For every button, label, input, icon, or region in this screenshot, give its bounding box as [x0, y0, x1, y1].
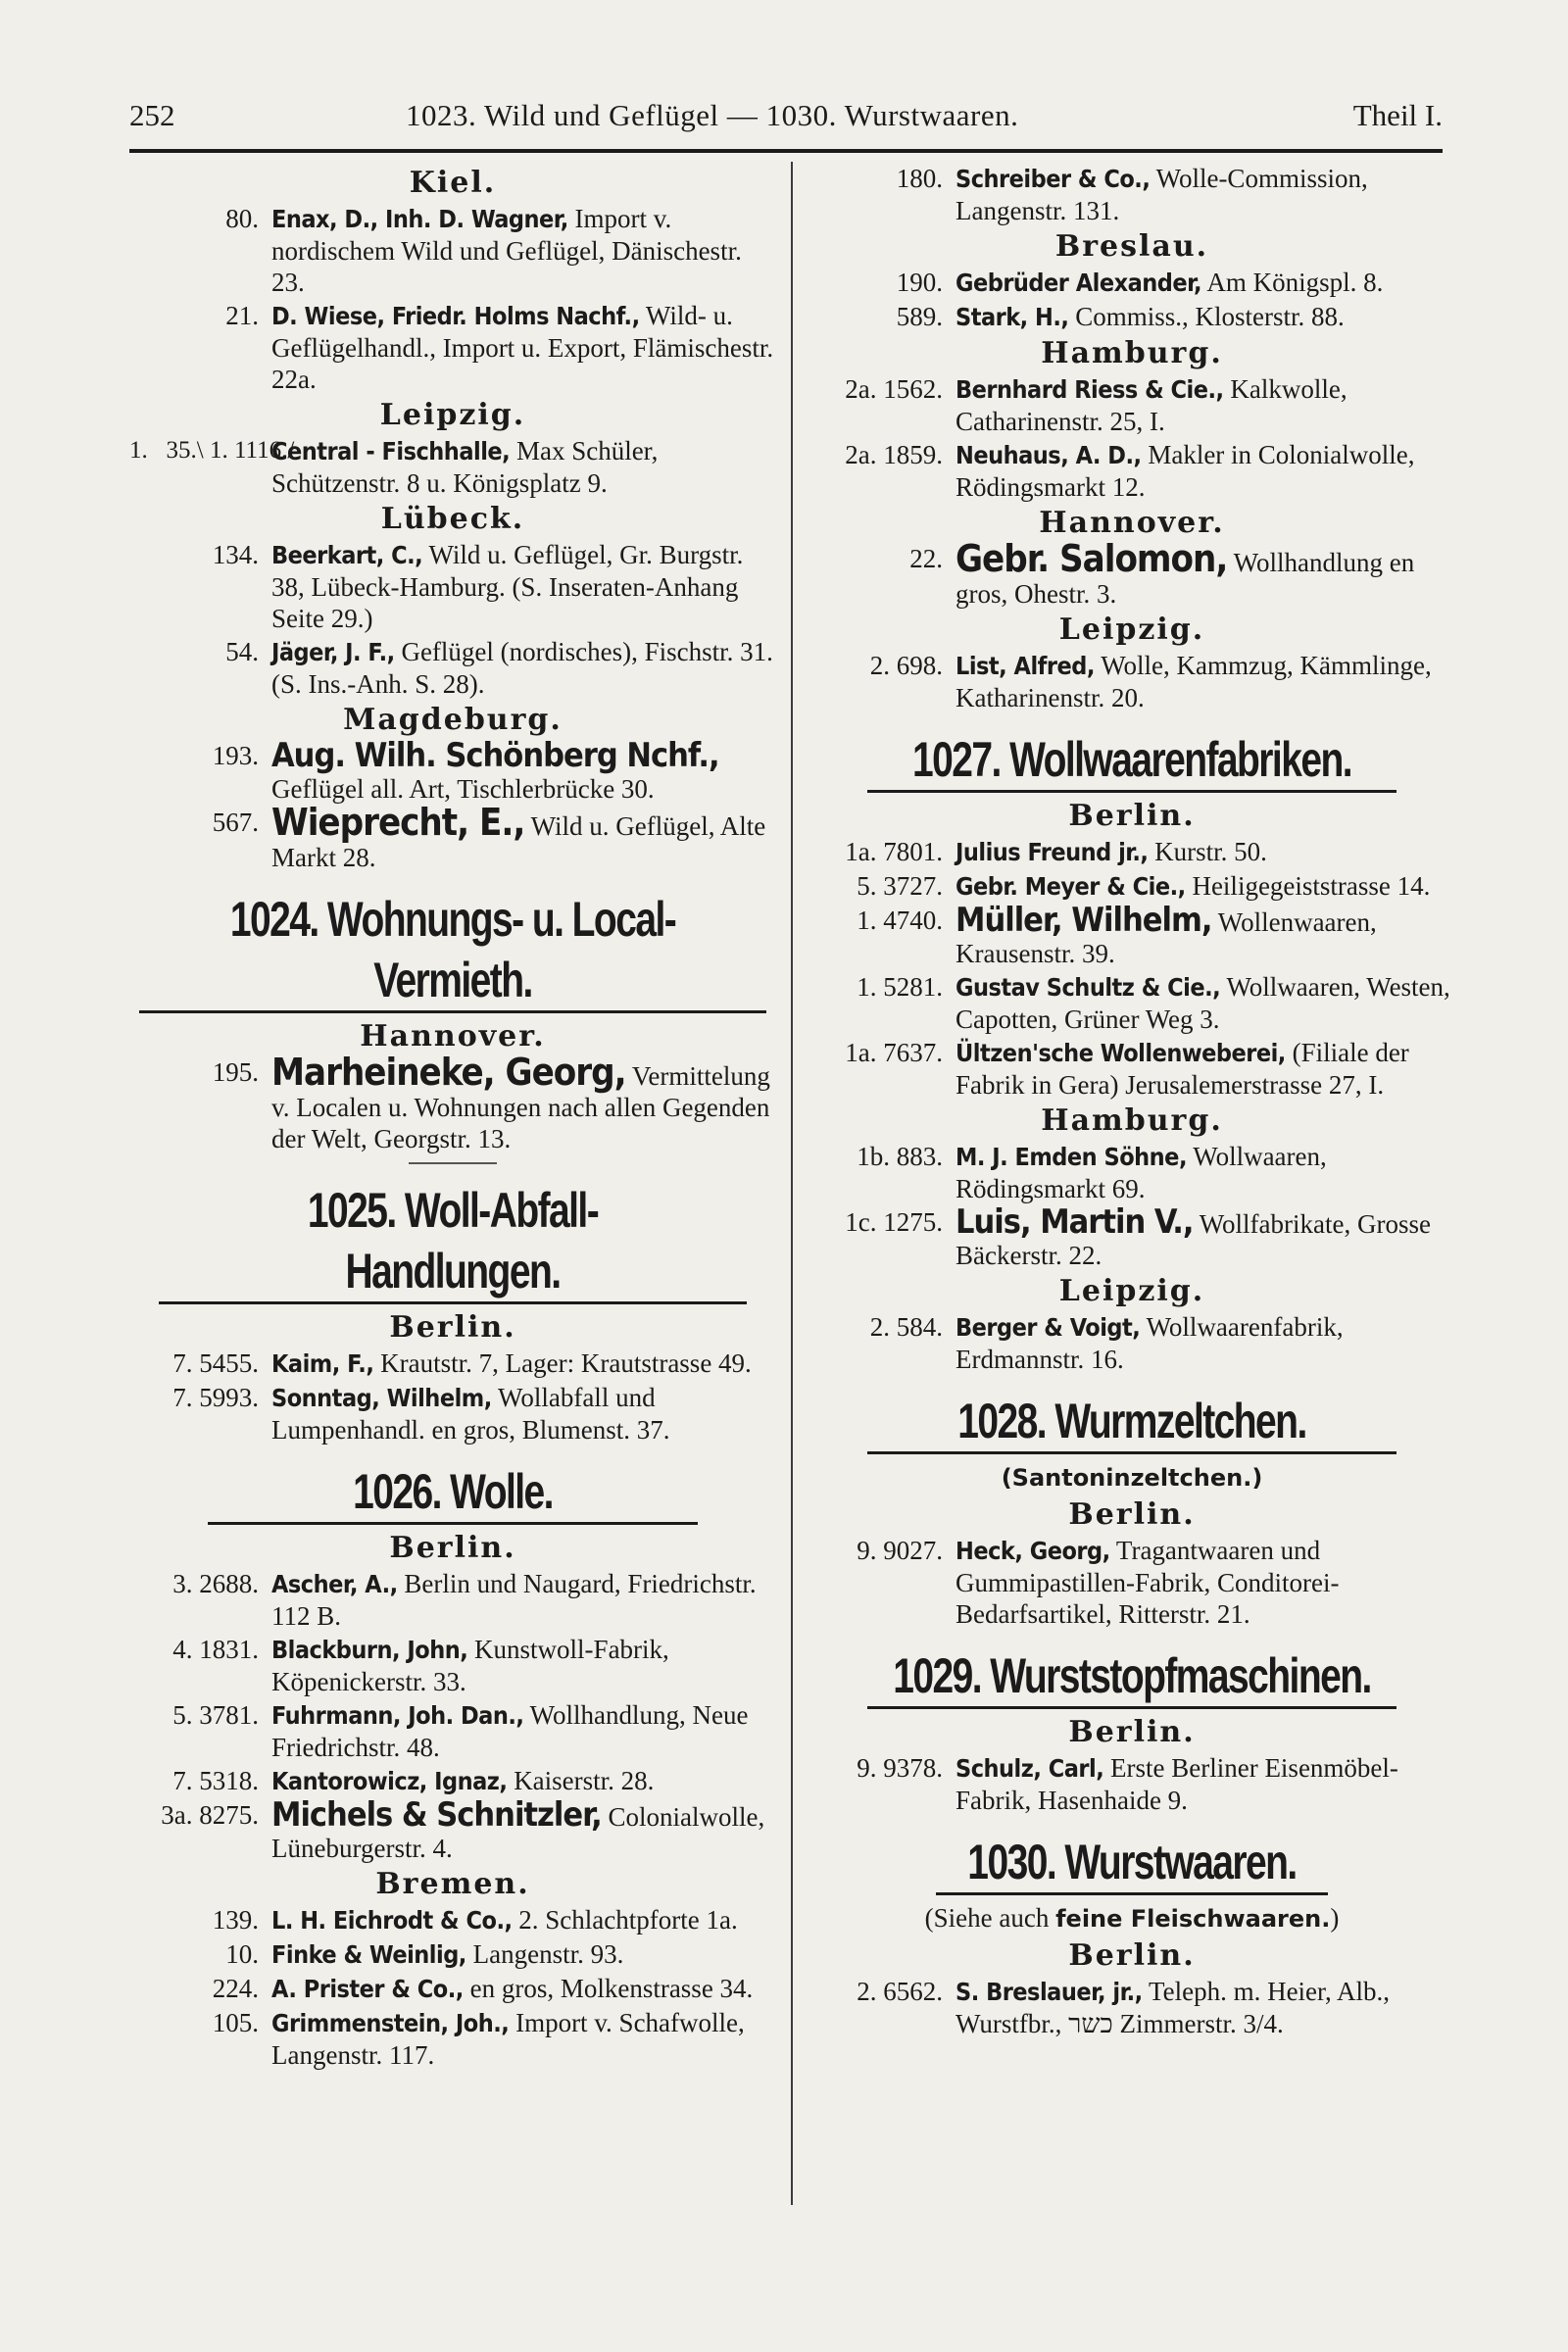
- city-heading: Bremen.: [375, 1867, 530, 1901]
- entry-desc: Import v. Schafwolle, Langenstr. 117.: [271, 2008, 745, 2070]
- list-item: [129, 1973, 776, 2005]
- entry-number: 139.: [212, 1905, 259, 1935]
- entry-name: Schreiber & Co.,: [956, 165, 1151, 193]
- list-item: [129, 1765, 776, 1797]
- entry-name: Michels & Schnitzler,: [271, 1795, 602, 1835]
- entry-desc: Wolle-Commission, Langenstr. 131.: [956, 164, 1368, 225]
- entry-desc: (Filiale der Fabrik in Gera) Jerusalemerstrasse 27, I.: [956, 1038, 1409, 1100]
- entry-desc: Berlin und Naugard, Friedrichstr. 112 B.: [271, 1569, 757, 1631]
- entry-desc: Kaiserstr. 28.: [507, 1766, 655, 1795]
- section-heading-1024: 1024. Wohnungs- u. Local-Vermieth.: [229, 892, 676, 1007]
- section-rule: [208, 1522, 698, 1525]
- entry-name: List, Alfred,: [956, 652, 1095, 680]
- entry-number: 1a. 7637.: [845, 1038, 943, 1067]
- entry-number: 2a. 1562.: [845, 374, 943, 404]
- entry-number: 589.: [896, 302, 943, 331]
- list-item: [129, 1938, 776, 1971]
- section-heading-1028: 1028. Wurmzeltchen.: [957, 1394, 1306, 1448]
- entry-name: Beerkart, C.,: [271, 541, 423, 569]
- entry-name: Kaim, F.,: [271, 1349, 374, 1378]
- city-heading: Magdeburg.: [343, 703, 563, 737]
- header-rule: [129, 149, 1443, 153]
- entry-desc: Import v. nordischem Wild und Geflügel, Dänischestr. 23.: [271, 204, 742, 297]
- entry-number: 2. 6562.: [857, 1977, 943, 2006]
- city-heading: Kiel.: [409, 166, 497, 200]
- entry-name: Gebr. Salomon,: [956, 537, 1228, 580]
- entry-desc: Wollabfall und Lumpenhandl. en gros, Blumenst. 37.: [271, 1383, 670, 1445]
- entry-desc: Wollhandlung, Neue Friedrichstr. 48.: [271, 1700, 749, 1762]
- entry-name: Schulz, Carl,: [956, 1754, 1104, 1783]
- list-item: [129, 539, 776, 634]
- entry-desc: Wollenwaaren, Krausenstr. 39.: [956, 907, 1377, 968]
- entry-number: 1. 35.\ 1. 1116./: [129, 437, 295, 464]
- city-heading: Leipzig.: [1058, 612, 1205, 647]
- list-item: [129, 1568, 776, 1632]
- entry-desc: Wolle, Kammzug, Kämmlinge, Katharinenstr. 20.: [956, 651, 1432, 712]
- column-divider: [791, 162, 793, 2205]
- entry-name: S. Breslauer, jr.,: [956, 1978, 1143, 2006]
- section-heading-1029: 1029. Wurststopfmaschinen.: [893, 1648, 1371, 1703]
- list-item: [129, 2007, 776, 2071]
- entry-name: Neuhaus, A. D.,: [956, 441, 1142, 469]
- city-heading: Hannover.: [360, 1019, 546, 1054]
- entry-number: 21.: [225, 301, 259, 330]
- entry-name: Müller, Wilhelm,: [956, 901, 1212, 940]
- entry-number: 190.: [896, 268, 943, 297]
- city-heading: Breslau.: [1054, 229, 1209, 264]
- entry-number: 22.: [909, 544, 943, 573]
- entry-number: 1c. 1275.: [845, 1207, 943, 1237]
- list-item: [813, 650, 1450, 713]
- page-header: [129, 98, 1443, 141]
- entry-desc: Wollwaarenfabrik, Erdmannstr. 16.: [956, 1312, 1344, 1374]
- list-item: [129, 636, 776, 700]
- entry-desc: Wollwaaren, Westen, Capotten, Grüner Weg 3.: [956, 972, 1450, 1034]
- running-title: 1023. Wild und Geflügel — 1030. Wurstwaaren.: [406, 98, 1019, 132]
- entry-desc: Kunstwoll-Fabrik, Köpenickerstr. 33.: [271, 1635, 669, 1696]
- entry-name: Enax, D., Inh. D. Wagner,: [271, 205, 568, 233]
- entry-name: Ascher, A.,: [271, 1570, 398, 1598]
- entry-desc: 2. Schlachtpforte 1a.: [512, 1905, 738, 1935]
- entry-name: Bernhard Riess & Cie.,: [956, 375, 1224, 404]
- section-rule: [867, 1706, 1396, 1709]
- entry-name: A. Prister & Co.,: [271, 1975, 464, 2003]
- entry-name: Marheineke, Georg,: [271, 1051, 626, 1094]
- city-heading: Berlin.: [1068, 1497, 1196, 1532]
- entry-number: 193.: [212, 741, 259, 770]
- entry-number: 5. 3727.: [857, 871, 943, 901]
- entry-number: 224.: [212, 1974, 259, 2003]
- entry-name: Gustav Schultz & Cie.,: [956, 973, 1221, 1002]
- entry-number: 7. 5318.: [172, 1766, 259, 1795]
- section-heading-1026: 1026. Wolle.: [353, 1464, 553, 1519]
- entry-name: Gebr. Meyer & Cie.,: [956, 872, 1186, 901]
- list-item: [129, 1634, 776, 1697]
- right-column: [813, 163, 1450, 2041]
- entry-desc: Kurstr. 50.: [1148, 837, 1267, 866]
- entry-number: 2. 698.: [869, 651, 943, 680]
- subtitle-suffix: ): [1330, 1903, 1340, 1933]
- section-rule: [867, 1451, 1396, 1454]
- city-heading: Berlin.: [1068, 1715, 1196, 1749]
- list-item: [129, 435, 776, 499]
- part-label: Theil I.: [1352, 98, 1443, 132]
- entry-desc: Wild u. Geflügel, Alte Markt 28.: [271, 811, 766, 872]
- entry-number: 1b. 883.: [857, 1142, 943, 1171]
- section-subtitle: [813, 1901, 1450, 1936]
- entry-desc: Wild- u. Geflügelhandl., Import u. Export, Flämischestr. 22a.: [271, 301, 774, 394]
- list-item: [813, 439, 1450, 503]
- section-rule: [159, 1301, 747, 1304]
- entry-desc: Kalkwolle, Catharinenstr. 25, I.: [956, 374, 1348, 436]
- entry-name: Gebrüder Alexander,: [956, 269, 1202, 297]
- page-number: 252: [129, 98, 175, 132]
- entry-name: Stark, H.,: [956, 303, 1069, 331]
- entry-name: Central - Fischhalle,: [271, 437, 511, 466]
- list-item: [129, 736, 776, 805]
- city-heading: Berlin.: [1068, 799, 1196, 833]
- entry-name: Finke & Weinlig,: [271, 1940, 466, 1969]
- entry-desc: Vermittelung v. Localen u. Wohnungen nach allen Gegenden der Welt, Georgstr. 13.: [271, 1061, 770, 1153]
- list-item: [129, 1051, 776, 1154]
- left-column: [129, 163, 776, 2073]
- entry-name: Blackburn, John,: [271, 1636, 468, 1664]
- list-item: [813, 267, 1450, 299]
- entry-desc: Tragantwaaren und Gummipastillen-Fabrik, Conditorei-Bedarfsartikel, Ritterstr. 21.: [956, 1536, 1340, 1629]
- list-item: [129, 203, 776, 298]
- city-heading: Berlin.: [389, 1310, 516, 1345]
- entry-name: D. Wiese, Friedr. Holms Nachf.,: [271, 302, 640, 330]
- list-item: [813, 373, 1450, 437]
- entry-desc: Geflügel all. Art, Tischlerbrücke 30.: [271, 774, 655, 804]
- entry-number: 4. 1831.: [172, 1635, 259, 1664]
- entry-desc: Wollhandlung en gros, Ohestr. 3.: [956, 548, 1415, 609]
- entry-name: Grimmenstein, Joh.,: [271, 2009, 510, 2037]
- list-item: [129, 1382, 776, 1446]
- subtitle-bold: feine Fleischwaaren.: [1055, 1905, 1331, 1933]
- entry-desc: Wild u. Geflügel, Gr. Burgstr. 38, Lübeck-Hamburg. (S. Inseraten-Anhang Seite 29.): [271, 540, 744, 633]
- entry-desc: Erste Berliner Eisenmöbel-Fabrik, Hasenhaide 9.: [956, 1753, 1398, 1815]
- list-item: [129, 1795, 776, 1864]
- list-item: [813, 1976, 1450, 2039]
- entry-number: 2. 584.: [869, 1312, 943, 1342]
- entry-number: 7. 5993.: [172, 1383, 259, 1412]
- entry-number: 134.: [212, 540, 259, 569]
- city-heading: Leipzig.: [379, 398, 526, 432]
- list-item: [813, 1141, 1450, 1204]
- city-heading: Hamburg.: [1041, 336, 1223, 370]
- subtitle-prefix: (Siehe auch: [924, 1903, 1056, 1933]
- entry-number: 195.: [212, 1057, 259, 1087]
- city-heading: Leipzig.: [1058, 1274, 1205, 1308]
- list-item: [813, 1202, 1450, 1271]
- section-subtitle: [813, 1460, 1450, 1494]
- list-item: [813, 1752, 1450, 1816]
- list-item: [813, 1311, 1450, 1375]
- list-item: [813, 537, 1450, 610]
- entry-desc: Commiss., Klosterstr. 88.: [1068, 302, 1345, 331]
- section-heading-1030: 1030. Wurstwaaren.: [967, 1835, 1297, 1889]
- entry-number: 9. 9027.: [857, 1536, 943, 1565]
- entry-desc: Max Schüler, Schützenstr. 8 u. Königsplatz 9.: [271, 436, 659, 498]
- city-heading: Hamburg.: [1041, 1103, 1223, 1138]
- entry-number: 2a. 1859.: [845, 440, 943, 469]
- city-heading: Hannover.: [1039, 506, 1225, 540]
- entry-number: 10.: [225, 1939, 259, 1969]
- entry-desc: Wollfabrikate, Grosse Bäckerstr. 22.: [956, 1209, 1431, 1270]
- city-heading: Berlin.: [389, 1531, 516, 1565]
- city-heading: Berlin.: [1068, 1938, 1196, 1973]
- entry-name: L. H. Eichrodt & Co.,: [271, 1906, 513, 1935]
- list-item: [129, 1699, 776, 1763]
- entry-number: 1. 4740.: [857, 906, 943, 935]
- list-item: [129, 1904, 776, 1936]
- entry-number: 7. 5455.: [172, 1348, 259, 1378]
- entry-number: 567.: [212, 808, 259, 837]
- entry-number: 180.: [896, 164, 943, 193]
- entry-name: Jäger, J. F.,: [271, 638, 395, 666]
- entry-number: 1. 5281.: [857, 972, 943, 1002]
- entry-number: 105.: [212, 2008, 259, 2037]
- city-heading: Lübeck.: [380, 502, 525, 536]
- section-rule: [139, 1010, 766, 1013]
- entry-number: 3. 2688.: [172, 1569, 259, 1598]
- entry-name: Wieprecht, E.,: [271, 801, 525, 844]
- entry-name: Berger & Voigt,: [956, 1313, 1141, 1342]
- entry-desc: Langenstr. 93.: [466, 1939, 624, 1969]
- entry-name: Kantorowicz, Ignaz,: [271, 1767, 508, 1795]
- entry-desc: Heiligegeiststrasse 14.: [1185, 871, 1431, 901]
- entry-name: M. J. Emden Söhne,: [956, 1143, 1187, 1171]
- list-item: [813, 971, 1450, 1035]
- list-item: [813, 1037, 1450, 1101]
- list-item: [813, 901, 1450, 969]
- entry-desc: Makler in Colonialwolle, Rödingsmarkt 12.: [956, 440, 1415, 502]
- list-item: [813, 836, 1450, 868]
- entry-number: 54.: [225, 637, 259, 666]
- list-item: [129, 801, 776, 873]
- divider: [409, 1162, 497, 1164]
- entry-desc: en gros, Molkenstrasse 34.: [463, 1974, 754, 2003]
- entry-name: Aug. Wilh. Schönberg Nchf.,: [271, 736, 719, 775]
- entry-number: 80.: [225, 204, 259, 233]
- section-rule: [936, 1892, 1328, 1895]
- section-rule: [867, 790, 1396, 793]
- entry-name: Ültzen'sche Wollenweberei,: [956, 1039, 1286, 1067]
- list-item: [129, 1348, 776, 1380]
- entry-number: 3a. 8275.: [161, 1800, 259, 1830]
- entry-desc: Krautstr. 7, Lager: Krautstrasse 49.: [373, 1348, 752, 1378]
- entry-desc: Wollwaaren, Rödingsmarkt 69.: [956, 1142, 1327, 1203]
- entry-name: Heck, Georg,: [956, 1537, 1110, 1565]
- section-heading-1027: 1027. Wollwaarenfabriken.: [912, 732, 1351, 787]
- list-item: [813, 870, 1450, 903]
- list-item: [813, 1535, 1450, 1630]
- entry-desc: Geflügel (nordisches), Fischstr. 31. (S. Ins.-Anh. S. 28).: [271, 637, 773, 699]
- list-item: [813, 301, 1450, 333]
- entry-desc: Colonialwolle, Lüneburgerstr. 4.: [271, 1802, 765, 1863]
- entry-number: 9. 9378.: [857, 1753, 943, 1783]
- entry-name: Julius Freund jr.,: [956, 838, 1149, 866]
- list-item: [813, 163, 1450, 226]
- subtitle-text: (Santoninzeltchen.): [1001, 1464, 1263, 1492]
- entry-name: Luis, Martin V.,: [956, 1202, 1194, 1242]
- section-heading-1025: 1025. Woll-Abfall-Handlungen.: [307, 1183, 599, 1298]
- entry-number: 5. 3781.: [172, 1700, 259, 1730]
- entry-name: Sonntag, Wilhelm,: [271, 1384, 492, 1412]
- entry-number: 1a. 7801.: [845, 837, 943, 866]
- entry-name: Fuhrmann, Joh. Dan.,: [271, 1701, 524, 1730]
- entry-desc: Teleph. m. Heier, Alb., Wurstfbr., כשר Zimmerstr. 3/4.: [956, 1977, 1390, 2038]
- list-item: [129, 300, 776, 395]
- entry-desc: Am Königspl. 8.: [1201, 268, 1384, 297]
